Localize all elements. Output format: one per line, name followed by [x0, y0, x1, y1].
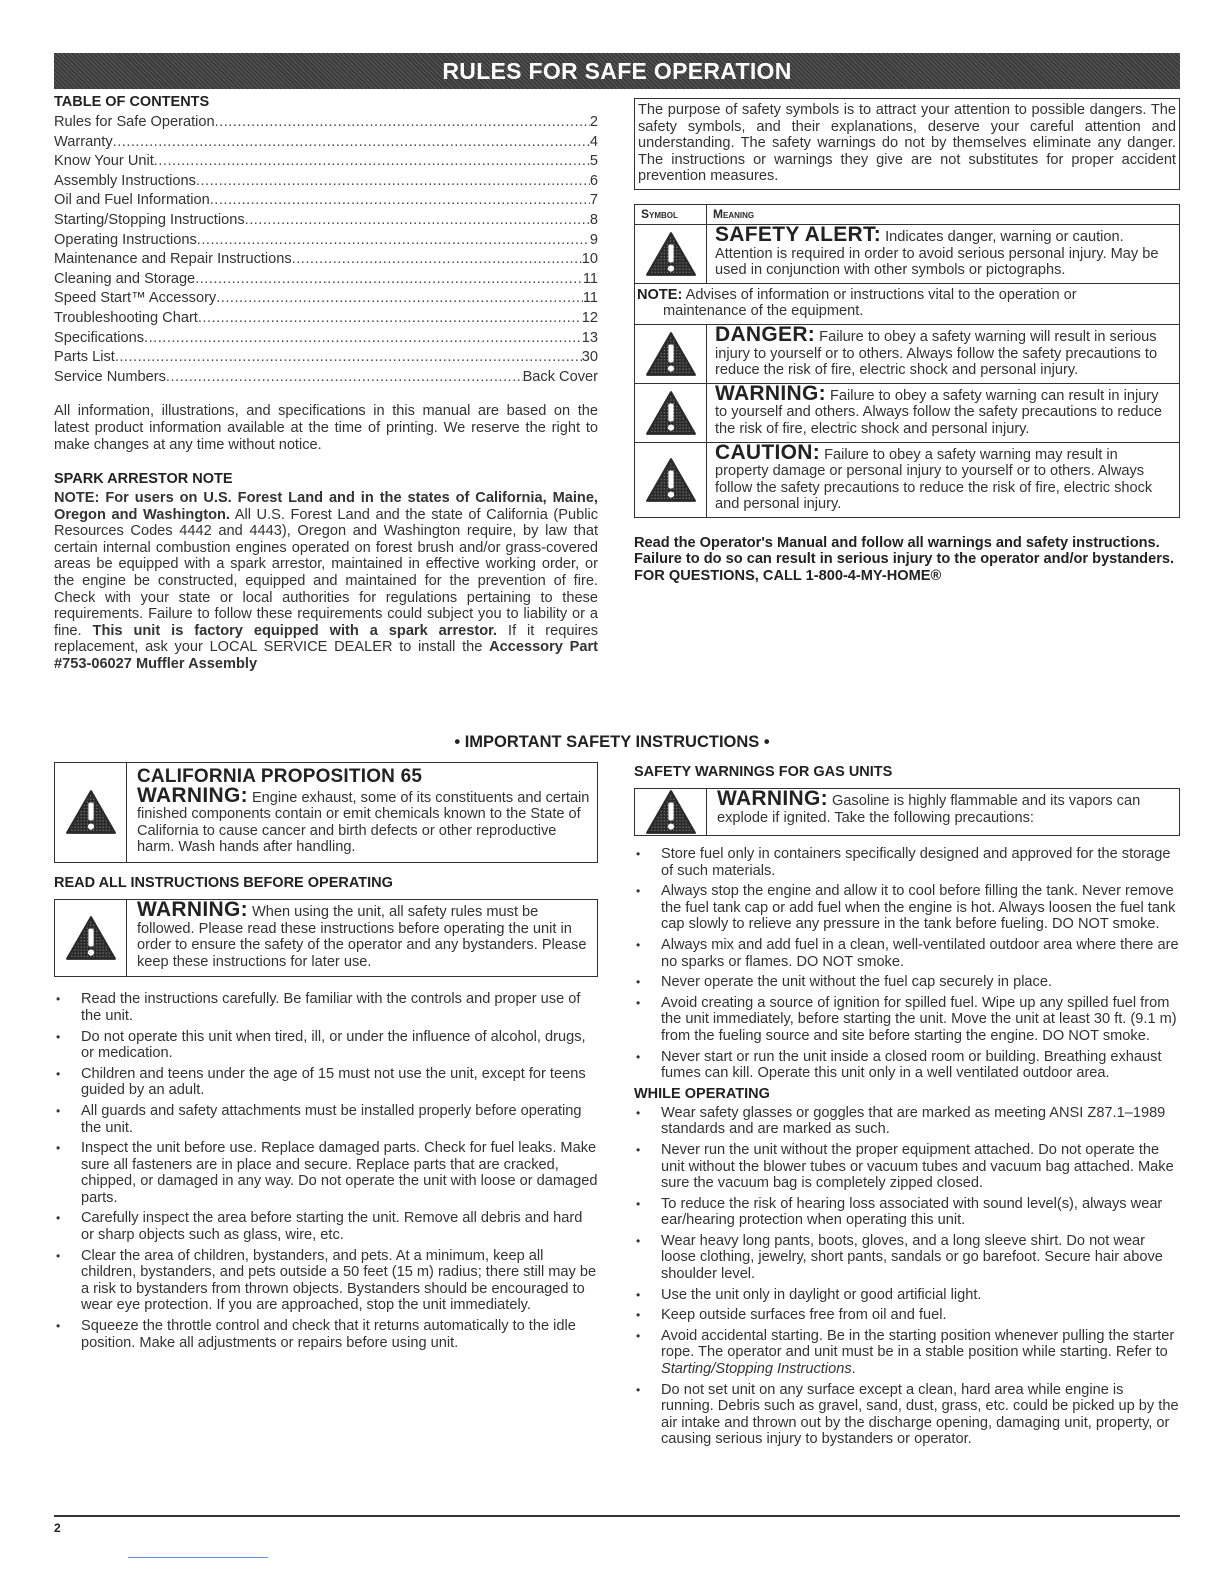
toc-item[interactable]: Rules for Safe Operation ..... 2	[54, 113, 598, 133]
toc-item[interactable]: Know Your Unit ..... 5	[54, 152, 598, 172]
read-all-warning-box: WARNING: When using the unit, all safety rules must be followed. Please read these instructions before operating the unit in order to ensure the safety of the operator and any bystanders. Please keep these instructions for later use.	[54, 899, 598, 977]
left-column-top	[54, 94, 598, 673]
while-operating-list	[634, 1105, 1180, 1448]
meaning-column-header: Meaning	[713, 206, 755, 221]
list-item: • Always stop the engine and allow it to cool before filling the tank. Never remove the fuel tank cap or add fuel when the engine is hot. Always loosen the fuel tank cap slowly to relieve any pressure in the tank before fueling. DO NOT smoke.	[634, 883, 1180, 933]
read-all-heading: READ ALL INSTRUCTIONS BEFORE OPERATING	[54, 874, 393, 891]
list-item: • Do not operate this unit when tired, ill, or under the influence of alcohol, drugs, or medication.	[54, 1029, 598, 1062]
decorative-line	[128, 1557, 268, 1558]
left-column-bottom	[54, 762, 598, 1355]
list-item: • Keep outside surfaces free from oil and fuel.	[634, 1307, 1180, 1324]
toc-item[interactable]: Parts List ..... 30	[54, 348, 598, 368]
toc-item[interactable]: Warranty ..... 4	[54, 133, 598, 153]
footer-rule	[54, 1515, 1180, 1517]
toc-item[interactable]: Assembly Instructions ..... 6	[54, 172, 598, 192]
toc-item[interactable]: Specifications ..... 13	[54, 329, 598, 349]
warning-triangle-icon	[645, 331, 697, 377]
prop65-box: CALIFORNIA PROPOSITION 65 WARNING: Engine exhaust, some of its constituents and certain finished components contain or emit chemicals known to the State of California to cause cancer and birth defects or other reproductive harm. Wash hands after handling.	[54, 762, 598, 863]
toc-item[interactable]: Service Numbers ..... Back Cover	[54, 368, 598, 388]
toc-item[interactable]: Troubleshooting Chart ..... 12	[54, 309, 598, 329]
list-item: • Squeeze the throttle control and check that it returns automatically to the idle position. Make all adjustments or repairs before using unit.	[54, 1318, 598, 1351]
list-item: • Wear heavy long pants, boots, gloves, and a long sleeve shirt. Do not wear loose clothing, jewelry, short pants, sandals or go barefoot. Secure hair above shoulder level.	[634, 1233, 1180, 1283]
list-item: • Avoid creating a source of ignition for spilled fuel. Wipe up any spilled fuel from the unit immediately, before starting the unit. Move the unit at least 30 ft. (9.1 m) from the fueling source and site before starting the engine. DO NOT smoke.	[634, 995, 1180, 1045]
list-item: • Read the instructions carefully. Be familiar with the controls and proper use of the unit.	[54, 991, 598, 1024]
toc-item[interactable]: Operating Instructions ..... 9	[54, 231, 598, 251]
symbol-table-header	[635, 205, 1179, 225]
warning-triangle-icon	[645, 390, 697, 436]
toc-item[interactable]: Starting/Stopping Instructions ..... 8	[54, 211, 598, 231]
spark-heading: SPARK ARRESTOR NOTE	[54, 471, 233, 488]
list-item: • Carefully inspect the area before starting the unit. Remove all debris and hard or sharp objects such as glass, wire, etc.	[54, 1210, 598, 1243]
list-item: • Avoid accidental starting. Be in the starting position whenever pulling the starter rope. The operator and unit must be in a stable position while starting. Refer to Starting/Stopping Instructions.	[634, 1328, 1180, 1378]
toc-item[interactable]: Oil and Fuel Information ..... 7	[54, 191, 598, 211]
prop65-title: CALIFORNIA PROPOSITION 65	[137, 766, 423, 787]
page-number: 2	[54, 1521, 61, 1535]
list-item: • Never start or run the unit inside a closed room or building. Breathing exhaust fumes can kill. Operate this unit only in a well ventilated outdoor area.	[634, 1049, 1180, 1082]
list-item: • Always mix and add fuel in a clean, well-ventilated outdoor area where there are no sparks or flames. DO NOT smoke.	[634, 937, 1180, 970]
list-item: • Never run the unit without the proper equipment attached. Do not operate the unit without the blower tubes or vacuum tubes and vacuum bag attached. Make sure the vacuum bag is completely zipped closed.	[634, 1142, 1180, 1192]
list-item: • Never operate the unit without the fuel cap securely in place.	[634, 974, 1180, 991]
warning-triangle-icon	[65, 915, 117, 961]
toc-item[interactable]: Cleaning and Storage ..... 11	[54, 270, 598, 290]
while-operating-heading: WHILE OPERATING	[634, 1085, 770, 1102]
warning-triangle-icon	[645, 231, 697, 277]
right-column-bottom	[634, 764, 1180, 1452]
spark-paragraph: NOTE: For users on U.S. Forest Land and in the states of California, Maine, Oregon and Washington. All U.S. Forest Land and the state of California (Public Resources Codes 4442 and 4443), Oregon and Washington require, by law that certain internal combustion engines operated on forest brush and/or grass-covered areas be equipped with a spark arrestor, maintained in effective working order, or the engine be constructed, equipped and maintained for the prevention of fire. Check with your state or local authorities for regulations pertaining to these requirements. Failure to follow these requirements could subject you to liability or a fine. This unit is factory equipped with a spark arrestor. If it requires replacement, ask your LOCAL SERVICE DEALER to install the Accessory Part #753-06027 Muffler Assembly	[54, 490, 599, 673]
symbol-table	[634, 204, 1180, 518]
starting-stopping-reference: Starting/Stopping Instructions	[661, 1361, 852, 1378]
warning-triangle-icon	[65, 789, 117, 835]
read-manual-notice: Read the Operator's Manual and follow all warnings and safety instructions. Failure to do so can result in serious injury to the operator and/or bystanders. FOR QUESTIONS, CALL 1-800-4-MY-HOME®	[634, 534, 1175, 585]
banner-title: RULES FOR SAFE OPERATION	[442, 57, 792, 84]
gas-rules-list	[634, 846, 1180, 1082]
warning-row: WARNING: Failure to obey a safety warning can result in injury to yourself and others. Always follow the safety precautions to reduce the risk of fire, electric shock and personal injury.	[635, 384, 1179, 443]
toc-heading: TABLE OF CONTENTS	[54, 94, 210, 110]
symbol-column-header: Symbol	[635, 205, 707, 224]
safety-alert-row: SAFETY ALERT: Indicates danger, warning or caution. Attention is required in order to avoid serious personal injury. May be used in conjunction with other symbols or pictographs.	[635, 225, 1179, 284]
list-item: • To reduce the risk of hearing loss associated with sound level(s), always wear ear/hearing protection when operating this unit.	[634, 1196, 1180, 1229]
warning-triangle-icon	[645, 789, 697, 835]
intro-paragraph: All information, illustrations, and specifications in this manual are based on the latest product information available at the time of printing. We reserve the right to make changes at any time without notice.	[54, 403, 598, 453]
gas-units-heading: SAFETY WARNINGS FOR GAS UNITS	[634, 764, 893, 780]
gasoline-warning-box: WARNING: Gasoline is highly flammable and its vapors can explode if ignited. Take the following precautions:	[634, 788, 1180, 836]
warning-triangle-icon	[645, 457, 697, 503]
list-item: • Do not set unit on any surface except a clean, hard area while engine is running. Debris such as gravel, sand, dust, grass, etc. could be picked up by the air intake and thrown out by the discharge opening, damaging unit, property, or causing serious injury to bystanders or operator.	[634, 1382, 1180, 1448]
list-item: • Clear the area of children, bystanders, and pets. At a minimum, keep all children, bystanders, and pets outside a 50 feet (15 m) radius; there still may be a risk to bystanders from thrown objects. Bystanders should be encouraged to wear eye protection. If you are approached, stop the unit immediately.	[54, 1248, 598, 1314]
list-item: • Inspect the unit before use. Replace damaged parts. Check for fuel leaks. Make sure all fasteners are in place and secure. Replace parts that are cracked, chipped, or damaged in any way. Do not operate the unit with loose or damaged parts.	[54, 1140, 598, 1206]
list-item: • Children and teens under the age of 15 must not use the unit, except for teens guided by an adult.	[54, 1066, 598, 1099]
list-item: • Use the unit only in daylight or good artificial light.	[634, 1287, 1180, 1304]
right-column-top	[634, 98, 1180, 585]
toc-list	[54, 113, 598, 387]
general-rules-list	[54, 991, 598, 1351]
section-banner	[54, 53, 1180, 89]
list-item: • All guards and safety attachments must be installed properly before operating the unit.	[54, 1103, 598, 1136]
toc-item[interactable]: Speed Start™ Accessory ..... 11	[54, 289, 598, 309]
danger-row: DANGER: Failure to obey a safety warning will result in serious injury to yourself or to others. Always follow the safety precautions to reduce the risk of fire, electric shock and personal injury.	[635, 325, 1179, 384]
important-safety-heading: • IMPORTANT SAFETY INSTRUCTIONS •	[454, 733, 770, 751]
note-row: NOTE: Advises of information or instructions vital to the operation or maintenance of the equipment.	[635, 284, 1179, 325]
toc-item[interactable]: Maintenance and Repair Instructions ..... 10	[54, 250, 598, 270]
list-item: • Wear safety glasses or goggles that are marked as meeting ANSI Z87.1–1989 standards and are marked as such.	[634, 1105, 1180, 1138]
caution-row: CAUTION: Failure to obey a safety warning may result in property damage or personal injury to yourself or to others. Always follow the safety precautions to reduce the risk of fire, electric shock and personal injury.	[635, 443, 1179, 517]
purpose-box: The purpose of safety symbols is to attract your attention to possible dangers. The safety symbols, and their explanations, deserve your careful attention and understanding. The safety warnings do not by themselves eliminate any danger. The instructions or warnings they give are not substitutes for proper accident prevention measures.	[634, 98, 1180, 190]
list-item: • Store fuel only in containers specifically designed and approved for the storage of such materials.	[634, 846, 1180, 879]
